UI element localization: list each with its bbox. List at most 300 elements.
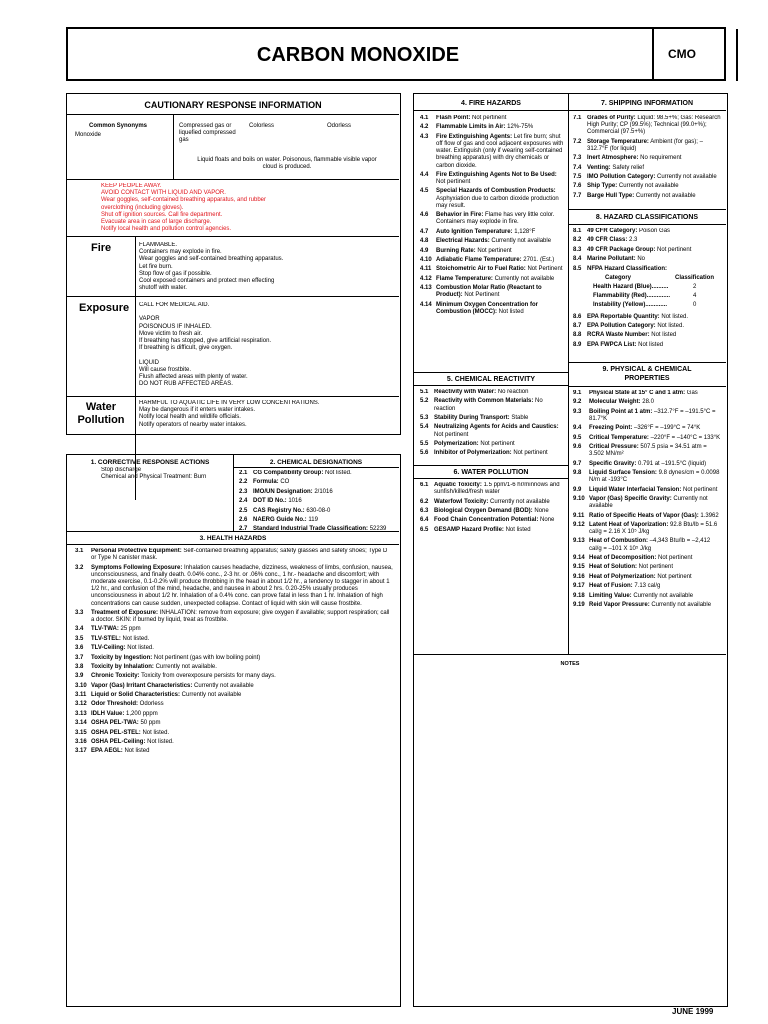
item-text bbox=[587, 247, 723, 254]
item-number: 9.14 bbox=[573, 555, 585, 561]
item-number: 9.7 bbox=[573, 460, 582, 467]
list-item bbox=[573, 174, 723, 181]
item-number: 4.11 bbox=[420, 266, 432, 273]
item-label: Adiabatic Flame Temperature: bbox=[436, 256, 522, 263]
item-label: Inert Atmosphere: bbox=[587, 155, 639, 162]
item-label: 49 CFR Category: bbox=[587, 228, 638, 234]
item-text bbox=[91, 645, 393, 652]
item-text bbox=[589, 513, 723, 520]
item-text bbox=[91, 664, 393, 671]
item-label: Reid Vapor Pressure: bbox=[589, 601, 650, 608]
item-label: Critical Temperature: bbox=[589, 434, 649, 441]
item-value: CO bbox=[278, 479, 290, 486]
item-value: –326°F = –199°C = 74°K bbox=[632, 425, 701, 432]
color: Colorless bbox=[249, 123, 275, 129]
item-value: –220°F = –140°C = 133°K bbox=[648, 434, 721, 441]
item-label: EPA AEGL: bbox=[91, 748, 123, 755]
synonyms-label: Common Synonyms bbox=[89, 123, 148, 129]
list-item bbox=[75, 683, 393, 690]
item-text bbox=[436, 302, 564, 316]
item-number: 6.4 bbox=[420, 517, 429, 524]
list-item bbox=[75, 739, 393, 746]
item-value: Currently not available bbox=[180, 692, 242, 699]
item-value: None bbox=[532, 507, 549, 514]
item-value: Not pertinent bbox=[637, 564, 674, 571]
item-value: 12%-75% bbox=[505, 124, 534, 131]
item-label: IMO/UN Designation: bbox=[253, 488, 313, 495]
water-instructions bbox=[139, 400, 394, 429]
item-label: Vapor (Gas) Irritant Characteristics: bbox=[91, 682, 193, 689]
nfpa-row bbox=[593, 302, 723, 309]
text-line: LIQUID bbox=[139, 359, 160, 366]
list-item bbox=[573, 183, 723, 190]
item-value: 1,128°F bbox=[512, 228, 536, 235]
list-item bbox=[573, 564, 723, 571]
health-list bbox=[75, 548, 393, 758]
item-value: Not Pertinent bbox=[525, 266, 563, 273]
list-item bbox=[573, 444, 723, 458]
item-label: Liquid Surface Tension: bbox=[589, 470, 657, 476]
item-label: NFPA Hazard Classification: bbox=[587, 265, 668, 272]
list-item bbox=[573, 115, 723, 137]
float-note: Liquid floats and boils on water. Poisonous, flammable visible vapor cloud is produced. bbox=[197, 157, 377, 171]
item-text bbox=[589, 564, 723, 571]
item-number: 4.3 bbox=[420, 133, 429, 140]
item-value: Currently not available bbox=[631, 592, 694, 599]
item-text bbox=[434, 527, 564, 534]
item-text bbox=[589, 496, 723, 510]
item-text bbox=[91, 720, 393, 727]
item-number: 9.2 bbox=[573, 399, 582, 406]
item-label: Heat of Combustion: bbox=[589, 538, 648, 545]
item-label: Reactivity with Water: bbox=[434, 389, 497, 395]
item-value: Currently not available bbox=[488, 498, 550, 505]
item-value: Toxicity from overexposure persists for many days. bbox=[139, 673, 276, 680]
text-line: Shut off ignition sources. Call fire department. bbox=[101, 211, 223, 218]
list-item bbox=[75, 548, 393, 562]
item-value: –312.7°F = –191.5°C = 81.7°K bbox=[589, 408, 716, 422]
nfpa-value: 0 bbox=[693, 302, 697, 309]
item-label: OSHA PEL-Ceiling: bbox=[91, 738, 146, 745]
item-value: Not pertinent bbox=[511, 450, 548, 457]
item-label: Flammable Limits in Air: bbox=[436, 124, 506, 131]
list-item bbox=[420, 212, 564, 226]
item-value: Not listed bbox=[636, 341, 664, 348]
item-text bbox=[434, 389, 564, 396]
item-label: Heat of Fusion: bbox=[589, 583, 633, 590]
item-value: Not pertinent bbox=[470, 115, 507, 121]
item-number: 9.15 bbox=[573, 564, 585, 571]
list-item bbox=[239, 526, 397, 533]
list-item bbox=[75, 565, 393, 608]
item-number: 3.7 bbox=[75, 654, 84, 661]
item-label: Heat of Solution: bbox=[589, 564, 637, 571]
item-label: Odor Threshold: bbox=[91, 701, 138, 708]
text-line: If breathing has stopped, give artificial respiration. bbox=[139, 337, 272, 344]
nfpa-value: 2 bbox=[693, 284, 697, 291]
item-text bbox=[436, 257, 564, 264]
item-value: Not listed bbox=[649, 332, 677, 339]
water-pollution-list bbox=[420, 482, 564, 536]
item-number: 3.6 bbox=[75, 645, 84, 652]
list-item bbox=[420, 508, 564, 515]
item-number: 9.6 bbox=[573, 444, 582, 451]
item-number: 9.4 bbox=[573, 425, 582, 432]
item-text bbox=[589, 522, 723, 536]
item-label: Special Hazards of Combustion Products: bbox=[436, 188, 556, 195]
list-item bbox=[75, 711, 393, 718]
item-text bbox=[587, 342, 723, 349]
item-text bbox=[91, 636, 393, 643]
shipping-list bbox=[573, 115, 723, 202]
item-label: Behavior in Fire: bbox=[436, 212, 484, 219]
item-number: 6.2 bbox=[420, 498, 429, 505]
list-item bbox=[239, 470, 397, 477]
list-item bbox=[420, 285, 564, 299]
corrective-lines bbox=[101, 467, 241, 481]
item-text bbox=[436, 229, 564, 236]
item-label: Grades of Purity: bbox=[587, 115, 636, 121]
item-number: 4.1 bbox=[420, 115, 429, 121]
item-value: Not Pertinent bbox=[462, 292, 500, 299]
list-item bbox=[75, 730, 393, 737]
item-number: 2.6 bbox=[239, 516, 248, 523]
list-item bbox=[75, 692, 393, 699]
warnings bbox=[101, 183, 361, 233]
item-number: 9.3 bbox=[573, 408, 582, 415]
item-number: 4.4 bbox=[420, 171, 429, 178]
text-line: CALL FOR MEDICAL AID. bbox=[139, 302, 210, 308]
item-label: Critical Pressure: bbox=[589, 444, 639, 451]
item-text bbox=[589, 602, 723, 609]
item-label: TLV-STEL: bbox=[91, 635, 121, 642]
list-item bbox=[573, 237, 723, 244]
cautionary-box bbox=[66, 93, 401, 435]
list-item bbox=[420, 257, 564, 264]
item-value: Not pertinent bbox=[655, 573, 692, 580]
item-label: Minimum Oxygen Concentration for Combustion (MOCC): bbox=[436, 301, 539, 315]
item-value: Flame has very little color. Containers may explode in fire. bbox=[436, 212, 555, 226]
item-text bbox=[253, 517, 397, 524]
item-number: 4.14 bbox=[420, 301, 432, 308]
item-text bbox=[436, 276, 564, 283]
list-item bbox=[75, 636, 393, 643]
item-label: Flame Temperature: bbox=[436, 275, 493, 282]
list-item bbox=[420, 517, 564, 524]
item-text bbox=[434, 441, 564, 448]
designations-list bbox=[239, 470, 397, 536]
item-number: 4.2 bbox=[420, 124, 429, 131]
list-item bbox=[573, 266, 723, 273]
list-item bbox=[420, 266, 564, 273]
item-number: 5.6 bbox=[420, 450, 429, 457]
item-text bbox=[436, 238, 564, 245]
item-value: Ambient (for gas); –312.7°F (for liquid) bbox=[587, 138, 703, 152]
item-text bbox=[587, 323, 723, 330]
item-number: 2.3 bbox=[239, 488, 248, 495]
item-number: 8.5 bbox=[573, 265, 582, 272]
item-number: 8.4 bbox=[573, 256, 582, 263]
list-item bbox=[573, 555, 723, 562]
item-number: 4.6 bbox=[420, 212, 429, 219]
item-text bbox=[589, 487, 723, 494]
item-number: 3.14 bbox=[75, 720, 87, 727]
nfpa-head-category: Category bbox=[605, 274, 632, 281]
fire-label: Fire bbox=[91, 242, 112, 254]
text-line: VAPOR bbox=[139, 316, 160, 323]
item-label: Boiling Point at 1 atm: bbox=[589, 408, 653, 415]
item-text bbox=[434, 398, 564, 412]
page-title: CARBON MONOXIDE bbox=[256, 44, 460, 66]
item-text bbox=[436, 172, 564, 186]
item-text bbox=[587, 266, 723, 273]
nfpa-category: Health Hazard (Blue).......... bbox=[593, 284, 669, 291]
list-item bbox=[420, 115, 564, 122]
item-value: 2701. (Est.) bbox=[521, 256, 555, 263]
synonym: Monoxide bbox=[75, 132, 102, 138]
item-number: 3.2 bbox=[75, 564, 84, 571]
item-number: 7.4 bbox=[573, 164, 582, 171]
item-number: 9.17 bbox=[573, 583, 585, 590]
item-label: Molecular Weight: bbox=[589, 399, 641, 406]
item-number: 8.7 bbox=[573, 323, 582, 329]
item-number: 6.1 bbox=[420, 482, 429, 488]
item-value: INHALATION: remove from exposure; give oxygen if available; support respiration; call a doctor. SKIN: if burned by liquid, treat as frostbite. bbox=[91, 609, 390, 624]
item-text bbox=[253, 470, 397, 477]
list-item bbox=[573, 332, 723, 339]
item-number: 9.5 bbox=[573, 434, 582, 441]
item-text bbox=[253, 498, 397, 505]
item-number: 3.12 bbox=[75, 701, 87, 708]
item-text bbox=[434, 424, 564, 438]
list-item bbox=[420, 238, 564, 245]
list-item bbox=[420, 527, 564, 534]
item-label: TLV-Ceiling: bbox=[91, 645, 126, 652]
list-item bbox=[573, 165, 723, 172]
text-line: Will cause frostbite. bbox=[139, 366, 192, 373]
item-label: Fire Extinguishing Agents: bbox=[436, 133, 513, 140]
text-line: shutoff with water. bbox=[139, 285, 187, 292]
list-item bbox=[420, 499, 564, 506]
item-label: Aquatic Toxicity: bbox=[434, 482, 482, 488]
item-number: 4.8 bbox=[420, 238, 429, 245]
item-value: Liquid: 98.5+%; Gas: Research High Purity; CP (99.5%); Technical (99.0+%); Commercial (97.5+%) bbox=[587, 115, 721, 136]
item-number: 3.13 bbox=[75, 710, 87, 717]
item-value: Inhalation causes headache, dizziness, weakness of limbs, confusion, nausea, unconsciousness, and finally death. 0.04% conc., 2-3 hr. or .06% conc., 1 hr.- headache and discomfort; with moderate exercise, 0.1-0.2% will produce throbbing in the head in about 1/2 hr., a tendency to stagger in about 1 1/2 hr., and confusion of the mind, headache, and nausea in about 2 hrs. 0.20-25% usually produces unconsciousness in about 1/2 hr. Inhalation of a 0.4% conc. can prove fatal in less than 1 hr. Inhalation of high concentrations can cause sudden, unexpected collapse. Contact of liquid with skin will cause frostbite. bbox=[91, 564, 393, 607]
item-label: Venting: bbox=[587, 164, 611, 171]
item-value: 52239 bbox=[368, 526, 387, 533]
item-number: 9.12 bbox=[573, 521, 585, 528]
item-value: None bbox=[538, 517, 555, 524]
item-text bbox=[436, 266, 564, 273]
item-number: 8.2 bbox=[573, 237, 582, 244]
list-item bbox=[239, 517, 397, 524]
item-label: Heat of Polymerization: bbox=[589, 573, 656, 580]
item-value: No requirement bbox=[638, 155, 682, 162]
title-box bbox=[66, 27, 726, 81]
item-number: 4.7 bbox=[420, 228, 429, 235]
item-label: RCRA Waste Number: bbox=[587, 332, 650, 339]
item-number: 4.5 bbox=[420, 188, 429, 195]
list-item bbox=[75, 645, 393, 652]
item-number: 4.13 bbox=[420, 285, 432, 291]
item-text bbox=[587, 332, 723, 339]
text-line: Containers may explode in fire. bbox=[139, 249, 222, 256]
list-item bbox=[573, 574, 723, 581]
item-text bbox=[91, 565, 393, 608]
item-number: 8.6 bbox=[573, 313, 582, 320]
item-number: 9.16 bbox=[573, 573, 585, 580]
list-item bbox=[573, 496, 723, 510]
text-line: overclothing (including gloves). bbox=[101, 204, 184, 211]
hazard-class-header: 8. HAZARD CLASSIFICATIONS bbox=[595, 214, 699, 221]
item-label: CG Compatibility Group: bbox=[253, 470, 324, 476]
item-number: 3.4 bbox=[75, 626, 84, 633]
text-line: Let fire burn. bbox=[139, 263, 173, 270]
nfpa-row bbox=[593, 293, 723, 300]
item-label: Physical State at 15° C and 1 atm: bbox=[589, 390, 686, 396]
item-label: DOT ID No.: bbox=[253, 498, 287, 505]
item-number: 9.9 bbox=[573, 486, 582, 493]
form: Compressed gas or liquefied compressed gas bbox=[179, 123, 236, 144]
item-label: Biological Oxygen Demand (BOD): bbox=[434, 507, 533, 514]
text-line: Evacuate area in case of large discharge. bbox=[101, 218, 212, 225]
item-number: 3.8 bbox=[75, 663, 84, 670]
item-value: Not listed. bbox=[145, 738, 174, 745]
item-text bbox=[589, 425, 723, 432]
item-text bbox=[91, 673, 393, 680]
item-value: Currently not available bbox=[617, 183, 679, 190]
reactivity-list bbox=[420, 389, 564, 460]
list-item bbox=[420, 415, 564, 422]
text-line: Chemical and Physical Treatment: Burn bbox=[101, 474, 207, 481]
item-value: Not listed bbox=[122, 748, 150, 755]
item-text bbox=[436, 134, 564, 170]
item-value: Not listed. bbox=[659, 313, 689, 320]
item-text bbox=[434, 450, 564, 457]
notes-label: NOTES bbox=[560, 661, 580, 667]
item-label: Specific Gravity: bbox=[589, 460, 637, 467]
item-number: 3.1 bbox=[75, 548, 84, 554]
item-number: 3.5 bbox=[75, 635, 84, 642]
item-text bbox=[434, 415, 564, 422]
list-item bbox=[573, 435, 723, 442]
list-item bbox=[573, 342, 723, 349]
item-label: Food Chain Concentration Potential: bbox=[434, 517, 539, 524]
item-label: TLV-TWA: bbox=[91, 626, 119, 633]
item-number: 5.1 bbox=[420, 389, 429, 395]
list-item bbox=[75, 610, 393, 624]
hazard-class-list bbox=[573, 228, 723, 351]
item-label: OSHA PEL-TWA: bbox=[91, 720, 139, 727]
item-number: 6.5 bbox=[420, 526, 429, 533]
item-value: Not listed bbox=[503, 526, 531, 533]
item-number: 3.16 bbox=[75, 738, 87, 745]
footer-date: JUNE 1999 bbox=[672, 1007, 714, 1016]
item-text bbox=[91, 626, 393, 633]
item-value: 1.5 ppm/1-6 hr/minnows and sunfish/killed/fresh water bbox=[434, 482, 560, 496]
item-number: 9.19 bbox=[573, 601, 585, 608]
item-value: –4,343 Btu/lb = –2,412 cal/g = –101 X 10⁵ J/kg bbox=[589, 538, 711, 552]
nfpa-category: Flammability (Red).............. bbox=[593, 293, 671, 300]
item-value: Currently not available bbox=[649, 601, 712, 608]
item-label: Electrical Hazards: bbox=[436, 238, 490, 245]
item-label: Barge Hull Type: bbox=[587, 192, 635, 199]
list-item bbox=[420, 276, 564, 283]
list-item bbox=[573, 256, 723, 263]
item-text bbox=[587, 165, 723, 172]
odor: Odorless bbox=[327, 123, 352, 129]
text-line: Stop flow of gas if possible. bbox=[139, 270, 212, 277]
item-label: Liquid Water Interfacial Tension: bbox=[589, 486, 682, 493]
item-text bbox=[91, 683, 393, 690]
designations-header: 2. CHEMICAL DESIGNATIONS bbox=[269, 459, 363, 466]
item-label: EPA FWPCA List: bbox=[587, 341, 637, 348]
item-value: Gas bbox=[685, 390, 698, 396]
item-text bbox=[434, 508, 564, 515]
item-number: 2.1 bbox=[239, 470, 248, 476]
item-text bbox=[587, 115, 723, 137]
item-text bbox=[91, 655, 393, 662]
item-text bbox=[587, 139, 723, 153]
list-item bbox=[420, 450, 564, 457]
item-value: 119 bbox=[306, 516, 318, 523]
item-number: 4.12 bbox=[420, 275, 432, 282]
list-item bbox=[573, 583, 723, 590]
title-divider bbox=[736, 29, 738, 81]
item-number: 5.2 bbox=[420, 398, 429, 405]
item-text bbox=[589, 409, 723, 423]
list-item bbox=[573, 602, 723, 609]
item-number: 8.9 bbox=[573, 341, 582, 348]
item-value: Currently not available bbox=[492, 275, 555, 282]
item-number: 8.3 bbox=[573, 246, 582, 253]
item-value: Stable bbox=[509, 414, 529, 421]
list-item bbox=[573, 399, 723, 406]
item-label: Liquid or Solid Characteristics: bbox=[91, 692, 181, 699]
item-text bbox=[589, 574, 723, 581]
nfpa-row bbox=[593, 284, 723, 291]
list-item bbox=[420, 124, 564, 131]
water-pollution-header: 6. WATER POLLUTION bbox=[453, 469, 529, 476]
item-text bbox=[91, 701, 393, 708]
item-text bbox=[587, 256, 723, 263]
item-label: EPA Pollution Category: bbox=[587, 323, 656, 329]
text-line: DO NOT RUB AFFECTED AREAS. bbox=[139, 381, 233, 388]
item-value: Not pertinent bbox=[681, 486, 718, 493]
item-value: 50 ppm bbox=[138, 720, 161, 727]
item-value: 9.8 dynes/cm = 0.0098 N/m at -193°C bbox=[589, 470, 720, 484]
item-text bbox=[91, 748, 393, 755]
item-label: Polymerization: bbox=[434, 440, 479, 447]
nfpa-value: 4 bbox=[693, 293, 697, 300]
list-item bbox=[573, 513, 723, 520]
list-item bbox=[573, 155, 723, 162]
item-text bbox=[253, 526, 397, 533]
text-line: If breathing is difficult, give oxygen. bbox=[139, 345, 233, 352]
item-text bbox=[587, 183, 723, 190]
list-item bbox=[573, 538, 723, 552]
item-label: Combustion Molar Ratio (Reactant to Product): bbox=[436, 285, 542, 299]
item-number: 7.7 bbox=[573, 192, 582, 199]
nfpa-head-class: Classification bbox=[675, 274, 715, 281]
item-number: 6.3 bbox=[420, 507, 429, 514]
cautionary-header: CAUTIONARY RESPONSE INFORMATION bbox=[144, 100, 322, 110]
item-value: Odorless bbox=[138, 701, 164, 708]
fire-hazards-list bbox=[420, 115, 564, 318]
item-text bbox=[589, 435, 723, 442]
item-number: 9.18 bbox=[573, 592, 585, 599]
